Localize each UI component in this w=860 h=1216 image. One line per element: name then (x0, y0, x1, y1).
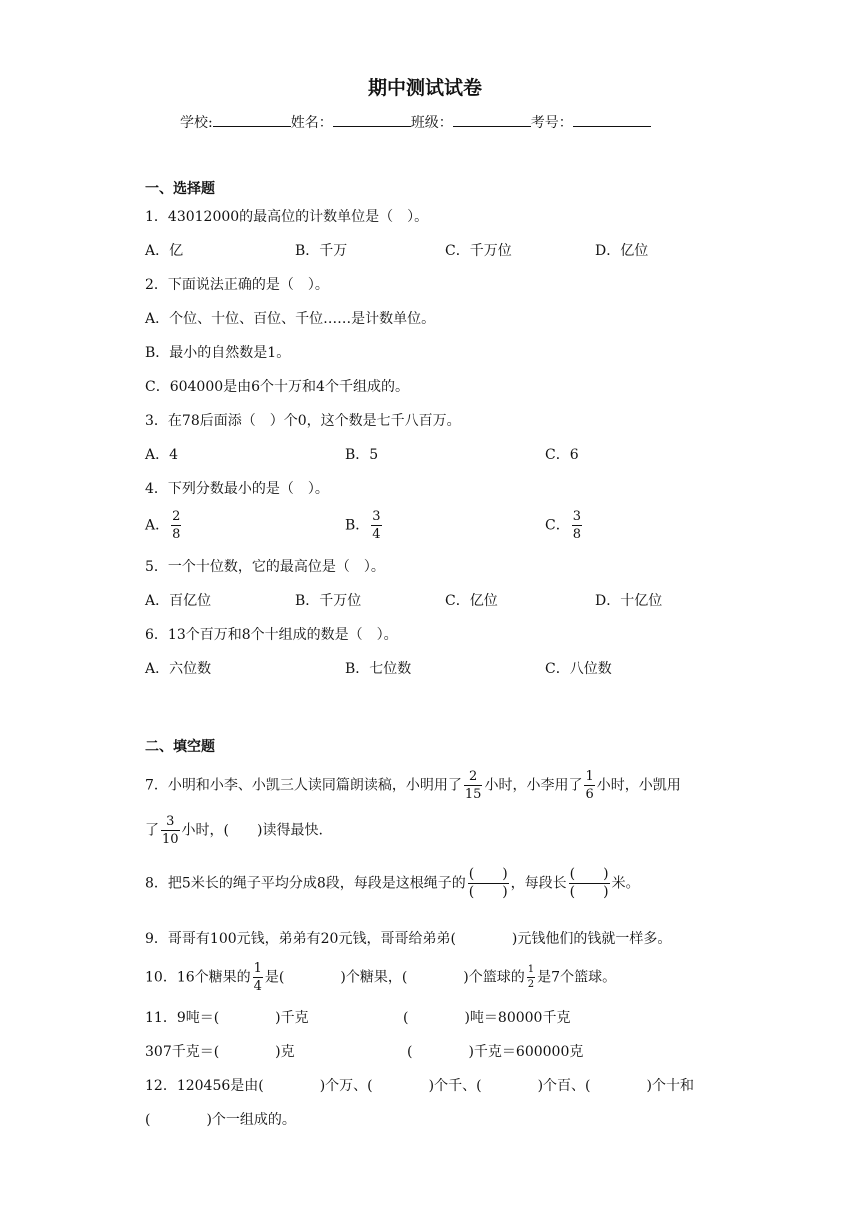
question-2-option-c: C．604000是由6个十万和4个千组成的。 (145, 379, 409, 395)
fraction: $\frac{2}{15}$ (464, 769, 482, 802)
name-field[interactable] (333, 113, 411, 127)
blank-fraction[interactable]: ( ) ( ) (468, 866, 508, 900)
exam-no-label: 考号： (530, 115, 573, 131)
question-3-option-b: B．5 (345, 447, 379, 463)
question-5-option-d: D．十亿位 (595, 593, 663, 609)
question-11-line-1-left: 11．9吨＝( )千克 (145, 1010, 309, 1026)
question-3-option-c: C．6 (545, 447, 579, 463)
question-4-option-c: C． $\frac{3}{8}$ (545, 509, 581, 542)
fraction: $\frac{3}{4}$ (372, 509, 381, 542)
question-5-option-c: C．亿位 (445, 593, 498, 609)
question-11-line-2-left: 307千克＝( )克 (145, 1044, 295, 1060)
question-2-stem: 2．下面说法正确的是（ ）。 (145, 277, 329, 293)
section-heading-choice: 一、选择题 (145, 181, 215, 197)
school-label: 学校: (180, 115, 213, 131)
question-4-stem: 4．下列分数最小的是（ ）。 (145, 481, 329, 497)
section-heading-fill: 二、填空题 (145, 739, 215, 755)
question-2-option-b: B．最小的自然数是1。 (145, 345, 291, 361)
question-6-option-c: C．八位数 (545, 661, 612, 677)
question-6-stem: 6．13个百万和8个十组成的数是（ ）。 (145, 627, 398, 643)
question-5-option-a: A．百亿位 (145, 593, 212, 609)
fraction: $\frac{2}{8}$ (172, 509, 181, 542)
fraction: $\frac{1}{6}$ (585, 769, 594, 802)
question-12-line-2: ( )个一组成的。 (145, 1112, 296, 1128)
exam-no-field[interactable] (573, 113, 651, 127)
question-5-option-b: B．千万位 (295, 593, 362, 609)
class-field[interactable] (453, 113, 531, 127)
blank-fraction[interactable]: ( ) ( ) (569, 866, 609, 900)
question-11-line-1-right: ( )吨＝80000千克 (403, 1010, 571, 1026)
fraction: $\frac{1}{4}$ (253, 961, 262, 994)
question-6-option-a: A．六位数 (145, 661, 212, 677)
question-7-line-2: 了 $\frac{3}{10}$ 小时，( )读得最快. (145, 814, 323, 847)
school-field[interactable] (213, 113, 291, 127)
question-7-line-1: 7．小明和小李、小凯三人读同篇朗读稿，小明用了 $\frac{2}{15}$ 小时，小李用了 $\frac{1}{6}$ 小时，小凯用 (145, 769, 681, 802)
question-3-option-a: A．4 (145, 447, 179, 463)
question-8: 8．把5米长的绳子平均分成8段，每段是这根绳子的 ( ) ( ) ，每段长 ( ) ( ) 米。 (145, 866, 640, 900)
fraction: $\frac{1}{2}$ (527, 964, 535, 990)
page-title: 期中测试试卷 (368, 77, 483, 99)
question-12-line-1: 12．120456是由( )个万、( )个千、( )个百、( )个十和 (145, 1078, 694, 1094)
question-3-stem: 3．在78后面添（ ）个0，这个数是七千八百万。 (145, 413, 461, 429)
question-10: 10．16个糖果的 $\frac{1}{4}$ 是( )个糖果，( )个篮球的 $\frac{1}{2}$ 是7个篮球。 (145, 961, 617, 994)
question-4-option-b: B． $\frac{3}{4}$ (345, 509, 381, 542)
fraction: $\frac{3}{8}$ (572, 509, 581, 542)
question-6-option-b: B．七位数 (345, 661, 412, 677)
question-1-option-a: A．亿 (145, 243, 184, 259)
question-1-option-b: B．千万 (295, 243, 348, 259)
student-info-line (180, 113, 651, 130)
fraction: $\frac{3}{10}$ (162, 814, 179, 847)
question-1-option-d: D．亿位 (595, 243, 649, 259)
question-2-option-a: A．个位、十位、百位、千位……是计数单位。 (145, 311, 436, 327)
class-label: 班级： (410, 115, 453, 131)
question-4-option-a: A． $\frac{2}{8}$ (145, 509, 181, 542)
question-1-option-c: C．千万位 (445, 243, 512, 259)
question-11-line-2-right: ( )千克＝600000克 (407, 1044, 584, 1060)
name-label: 姓名： (290, 115, 333, 131)
question-5-stem: 5．一个十位数，它的最高位是（ ）。 (145, 559, 385, 575)
question-9: 9．哥哥有100元钱，弟弟有20元钱，哥哥给弟弟( )元钱他们的钱就一样多。 (145, 931, 672, 947)
question-1-stem: 1．43012000的最高位的计数单位是（ ）。 (145, 209, 429, 225)
